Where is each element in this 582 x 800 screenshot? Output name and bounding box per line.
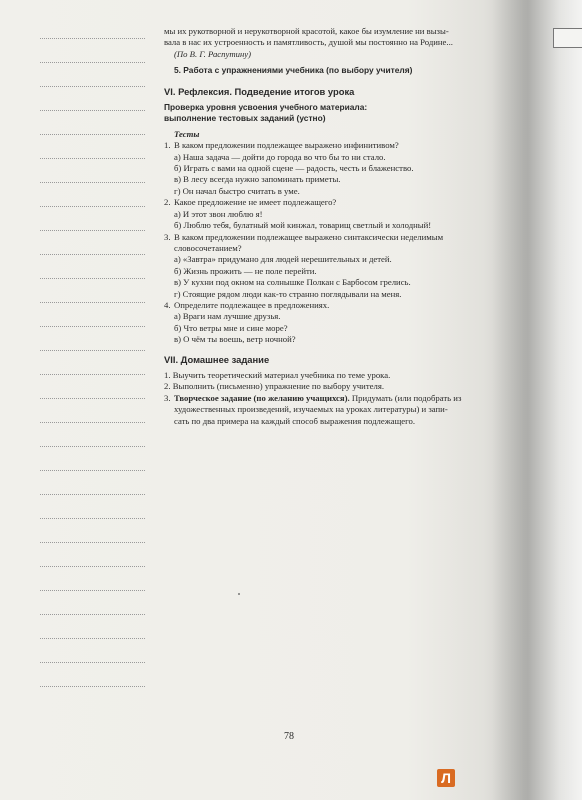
homework-item-cont: сать по два примера на каждый способ выражения подлежащего. [174, 415, 416, 426]
margin-note-lines [40, 38, 145, 710]
page-number: 78 [284, 731, 294, 742]
intro-line: мы их рукотворной и нерукотворной красотой, какое бы изумление ни вызы- [164, 26, 449, 36]
answer-option: б) Жизнь прожить — не поле перейти. [174, 265, 317, 276]
answer-option: а) «Завтра» придумано для людей нерешительных и детей. [174, 254, 392, 265]
question-text-cont: словосочетанием? [174, 242, 242, 253]
task-5: 5. Работа с упражнениями учебника (по выбору учителя) [174, 65, 413, 76]
tests-title: Тесты [174, 128, 200, 139]
intro-source: (По В. Г. Распутину) [174, 48, 252, 59]
answer-option: в) У кухни под окном на солнышке Полкан с Барбосом грелись. [174, 277, 411, 288]
homework-item: 3. Творческое задание (по желанию учащихся). Придумать (или подобрать из [164, 392, 462, 403]
answer-option: в) В лесу всегда нужно запоминать приметы. [174, 174, 341, 185]
homework-item: 2. Выполнить (письменно) упражнение по выбору учителя. [164, 381, 384, 392]
test-question: 3. В каком предложении подлежащее выражено синтаксически неделимым [164, 232, 524, 243]
answer-option: б) Что ветры мне и сине море? [174, 322, 288, 333]
homework-item: 1. Выучить теоретический материал учебника по теме урока. [164, 369, 391, 380]
answer-option: а) Наша задача — дойти до города во что бы то ни стало. [174, 151, 386, 162]
question-text: Определите подлежащее в предложениях. [174, 299, 330, 310]
section-6-subheading: Проверка уровня усвоения учебного материала: [164, 102, 368, 113]
question-text: Какое предложение не имеет подлежащего? [174, 197, 337, 208]
answer-option: б) Играть с вами на одной сцене — радость, честь и блаженство. [174, 163, 414, 174]
answer-option: б) Люблю тебя, булатный мой кинжал, товарищ светлый и холодный! [174, 220, 432, 231]
section-7-heading: VII. Домашнее задание [164, 353, 270, 365]
print-speck [238, 593, 240, 595]
intro-line: вала в нас их устроенность и памятливость, душой мы постоянно на Родине... [164, 37, 453, 48]
section-6-subheading: выполнение тестовых заданий (устно) [164, 113, 326, 124]
section-6-heading: VI. Рефлексия. Подведение итогов урока [164, 85, 355, 97]
page-content [164, 26, 524, 427]
publisher-logo-icon[interactable]: Л [437, 769, 455, 787]
question-text: В каком предложении подлежащее выражено синтаксически неделимым [174, 231, 444, 242]
question-text: В каком предложении подлежащее выражено инфинитивом? [174, 140, 399, 151]
homework-item-cont: художественных произведений, изучаемых на уроках литературы) и запи- [174, 404, 448, 415]
test-question: 2. Какое предложение не имеет подлежащего? [164, 197, 524, 208]
test-questions [164, 140, 524, 345]
creative-task-label: Творческое задание (по желанию учащихся). [174, 392, 350, 403]
answer-option: в) О чём ты воешь, ветр ночной? [174, 334, 296, 345]
test-question: 1. В каком предложении подлежащее выражено инфинитивом? [164, 140, 524, 151]
answer-option: г) Стоящие рядом люди как-то странно поглядывали на меня. [174, 288, 402, 299]
test-question: 4. Определите подлежащее в предложениях. [164, 300, 524, 311]
binding-shadow [492, 0, 582, 800]
next-page-edge [553, 28, 582, 48]
answer-option: а) Враги нам лучшие друзья. [174, 311, 281, 322]
answer-option: а) И этот звон люблю я! [174, 208, 263, 219]
answer-option: г) Он начал быстро считать в уме. [174, 185, 300, 196]
